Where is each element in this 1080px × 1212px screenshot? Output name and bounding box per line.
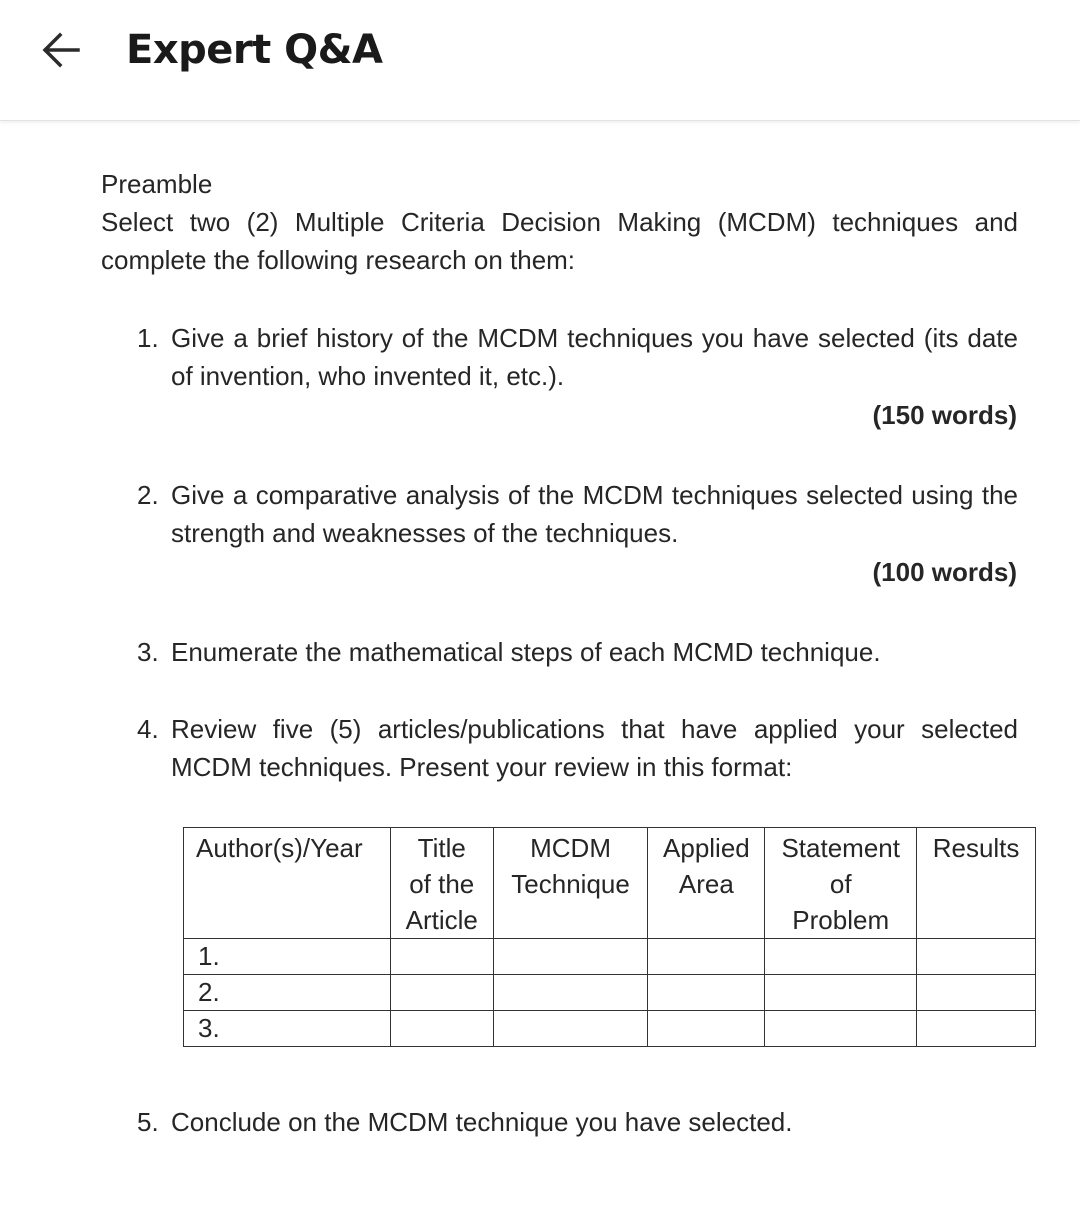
header-line: Statement [781, 833, 900, 863]
item-3-number: 3. [137, 637, 159, 667]
table-cell [917, 1011, 1036, 1047]
table-cell [917, 939, 1036, 975]
table-cell [493, 975, 648, 1011]
item-2-word-count: (100 words) [872, 557, 1017, 587]
table-cell [390, 939, 493, 975]
preamble-intro: Select two (2) Multiple Criteria Decision Making (MCDM) techniques and complete the following research on them: [101, 207, 1018, 275]
row-number: 1. [184, 939, 391, 975]
item-4-text: Review five (5) articles/publications that have applied your selected MCDM techniques. Present your review in this format: [171, 714, 1018, 782]
item-4-number: 4. [137, 714, 159, 744]
header-line: Area [678, 869, 734, 899]
header-line: Applied [663, 833, 750, 863]
table-row [184, 939, 1036, 975]
table-cell [390, 1011, 493, 1047]
item-1-number: 1. [137, 323, 159, 353]
header-line: Problem [792, 905, 890, 935]
item-2-text: Give a comparative analysis of the MCDM techniques selected using the strength and weaknesses of the techniques. [171, 480, 1018, 548]
header-applied-area [648, 828, 765, 939]
item-5-text: Conclude on the MCDM technique you have selected. [171, 1107, 793, 1137]
table-cell [390, 975, 493, 1011]
item-1-word-count: (150 words) [872, 400, 1017, 430]
header-line: MCDM [530, 833, 611, 863]
table-cell [765, 939, 917, 975]
header-title-of-article [390, 828, 493, 939]
item-3-text: Enumerate the mathematical steps of each MCMD technique. [171, 637, 881, 667]
table-cell [765, 975, 917, 1011]
table-cell [648, 975, 765, 1011]
header-statement-of-problem [765, 828, 917, 939]
table-row [184, 975, 1036, 1011]
header-results [917, 828, 1036, 939]
page-title: Expert Q&A [126, 27, 383, 73]
header-line: of the [409, 869, 475, 899]
row-number: 2. [184, 975, 391, 1011]
header-line: Article [405, 905, 478, 935]
header-line: Title [417, 833, 466, 863]
item-5-number: 5. [137, 1107, 159, 1137]
header-line: Results [932, 833, 1020, 863]
review-format-table [183, 827, 1036, 1047]
item-1-text: Give a brief history of the MCDM techniques you have selected (its date of invention, who invented it, etc.). [171, 323, 1018, 391]
row-number: 3. [184, 1011, 391, 1047]
table-row [184, 1011, 1036, 1047]
table-header-row [184, 828, 1036, 939]
table-cell [648, 1011, 765, 1047]
table-cell [648, 939, 765, 975]
header-author-year [184, 828, 391, 939]
header-line: of [829, 869, 852, 899]
item-2-number: 2. [137, 480, 159, 510]
header-mcdm-technique [493, 828, 648, 939]
header-line: Technique [511, 869, 630, 899]
header-line: Author(s)/Year [196, 833, 363, 863]
table-cell [917, 975, 1036, 1011]
table-cell [493, 1011, 648, 1047]
preamble-heading: Preamble [101, 169, 213, 199]
table-cell [765, 1011, 917, 1047]
table-cell [493, 939, 648, 975]
